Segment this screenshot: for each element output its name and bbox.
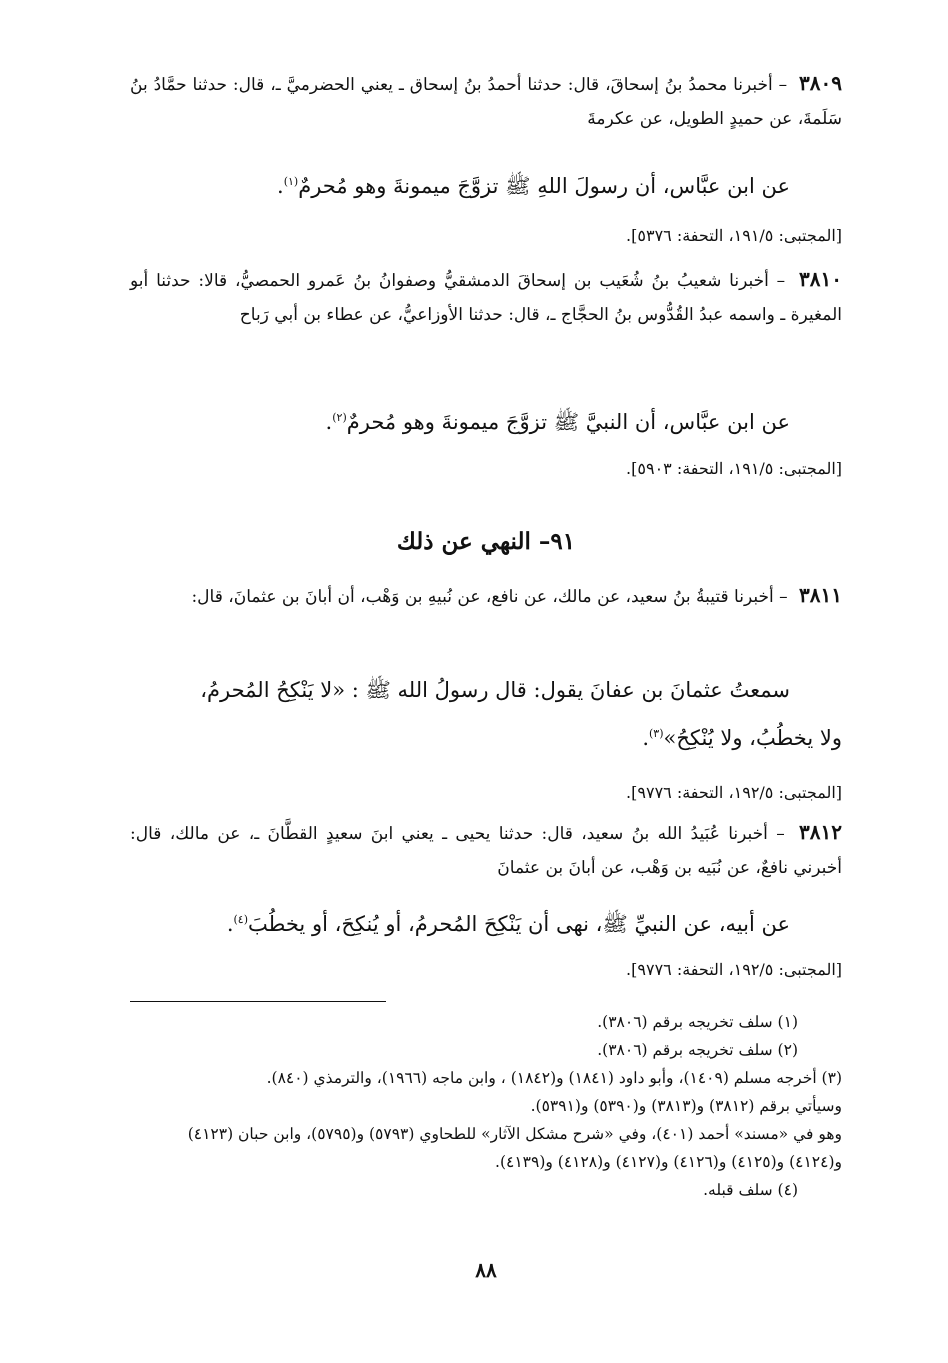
footnote-2: (٢) سلف تخريجه برقم (٣٨٠٦). bbox=[597, 1041, 798, 1059]
hadith-number: ٣٨١١ bbox=[799, 583, 842, 607]
hadith-3811-matn-continued: ولا يخطُبُ، ولا يُنْكِحُ»$^{(٣)}$. bbox=[642, 726, 842, 750]
hadith-number: ٣٨٠٩ bbox=[799, 71, 843, 95]
hadith-3812-reference bbox=[130, 957, 842, 983]
hadith-number: ٣٨١٠ bbox=[799, 267, 843, 291]
hadith-3812-isnad bbox=[130, 815, 842, 885]
reference-text: [المجتبى: ١٩١/٥، التحفة: ٥٣٧٦]. bbox=[626, 226, 842, 245]
hadith-3810-isnad bbox=[130, 262, 842, 332]
reference-text: [المجتبى: ١٩١/٥، التحفة: ٥٩٠٣]. bbox=[626, 459, 842, 478]
matn-text: عن ابن عبَّاس، أن النبيَّ ﷺ تزوَّجَ ميمونةَ وهو مُحرمٌ bbox=[346, 410, 790, 434]
hadith-3810-reference bbox=[130, 456, 842, 482]
hadith-3811-matn bbox=[78, 668, 842, 712]
footnote-marker: (١) bbox=[283, 175, 299, 188]
isnad-text: – أخبرنا عُبَيدُ الله بنُ سعيد، قال: حدثنا يحيى ـ يعني ابنَ سعيدٍ القطَّانَ ـ، عن مالك، قال: أخبرني نافعٌ، عن نُبَيه بن وَهْب، عن أبانَ بن عثمانَ bbox=[130, 824, 842, 878]
isnad-text: – أخبرنا محمدُ بنُ إسحاقَ، قال: حدثنا أحمدُ بنُ إسحاق ـ يعني الحضرميَّ ـ، قال: حدثنا حمَّادُ بنُ سَلَمةَ، عن حميدٍ الطويل، عن عكرمةَ bbox=[130, 75, 842, 129]
hadith-3809-matn: عن ابن عبَّاس، أن رسولَ اللهِ ﷺ تزوَّجَ ميمونةَ وهو مُحرمٌ$^{(١)}$. bbox=[277, 174, 790, 198]
reference-text: [المجتبى: ١٩٢/٥، التحفة: ٩٧٧٦]. bbox=[626, 960, 842, 979]
isnad-text: – أخبرنا قتيبةُ بنُ سعيد، عن مالك، عن نافع، عن نُبيهِ بن وَهْب، أن أبانَ بن عثمانَ، قال: bbox=[191, 587, 788, 607]
hadith-3810-matn: عن ابن عبَّاس، أن النبيَّ ﷺ تزوَّجَ ميمونةَ وهو مُحرمٌ$^{(٢)}$. bbox=[325, 410, 790, 434]
hadith-number: ٣٨١٢ bbox=[799, 820, 843, 844]
footnotes bbox=[130, 1008, 842, 1204]
matn-line-2: ولا يخطُبُ، ولا يُنْكِحُ» bbox=[663, 726, 842, 750]
footnote-3: (٣) أخرجه مسلم (١٤٠٩)، وأبو داود (١٨٤١) و(١٨٤٢) ، وابن ماجه (١٩٦٦)، والترمذي (٨٤٠). bbox=[266, 1069, 842, 1087]
footnote-3-continued: وسيأتي برقم (٣٨١٢) و(٣٨١٣) و(٥٣٩٠) و(٥٣٩١). bbox=[530, 1097, 842, 1115]
hadith-3811-reference bbox=[130, 780, 842, 806]
page-number: ٨٨ bbox=[475, 1258, 497, 1282]
matn-text: عن ابن عبَّاس، أن رسولَ اللهِ ﷺ تزوَّجَ ميمونةَ وهو مُحرمٌ bbox=[298, 174, 790, 198]
hadith-3809-reference bbox=[130, 223, 842, 249]
matn-text: عن أبيه، عن النبيِّ ﷺ، نهى أن يَنْكِحَ المُحرمُ، أو يُنكِحَ، أو يخطُبَ bbox=[248, 912, 790, 936]
hadith-3811-isnad bbox=[130, 578, 842, 614]
chapter-heading: ٩١– النهي عن ذلك bbox=[396, 528, 576, 555]
isnad-text: – أخبرنا شعيبُ بنُ شُعَيب بن إسحاقَ الدمشقيُّ وصفوانُ بنُ عَمرو الحمصيُّ، قالا: حدثنا أبو المغيرة ـ واسمه عبدُ القُدُّوس بنُ الحجَّاج ـ، قال: حدثنا الأوزاعيُّ، عن عطاء بن أبي رَباح bbox=[130, 271, 842, 325]
footnote-marker: (٣) bbox=[649, 727, 664, 740]
footnote-marker: (٢) bbox=[332, 411, 347, 424]
footnote-1: (١) سلف تخريجه برقم (٣٨٠٦). bbox=[597, 1013, 798, 1031]
footnote-4: (٤) سلف قبله. bbox=[703, 1181, 798, 1199]
book-page bbox=[130, 60, 842, 1340]
footnote-separator bbox=[130, 1001, 386, 1002]
hadith-3809-isnad bbox=[130, 66, 842, 136]
reference-text: [المجتبى: ١٩٢/٥، التحفة: ٩٧٧٦]. bbox=[626, 783, 842, 802]
hadith-3812-matn: عن أبيه، عن النبيِّ ﷺ، نهى أن يَنْكِحَ المُحرمُ، أو يُنكِحَ، أو يخطُبَ$^{(٤)}$. bbox=[226, 912, 790, 936]
footnote-marker: (٤) bbox=[233, 913, 249, 926]
matn-line-1: سمعتُ عثمانَ بن عفانَ يقول: قال رسولُ الله ﷺ : «لا يَنْكِحُ المُحرمُ، bbox=[200, 678, 790, 702]
footnote-3-musnad: وهو في «مسند» أحمد (٤٠١)، وفي «شرح مشكل الآثار» للطحاوي (٥٧٩٣) و(٥٧٩٥)، وابن حبان (٤١٢٣) و(٤١٢٤) و(٤١٢٥) و(٤١٢٦) و(٤١٢٧) و(٤١٢٨) و(٤١٣٩). bbox=[187, 1125, 842, 1171]
